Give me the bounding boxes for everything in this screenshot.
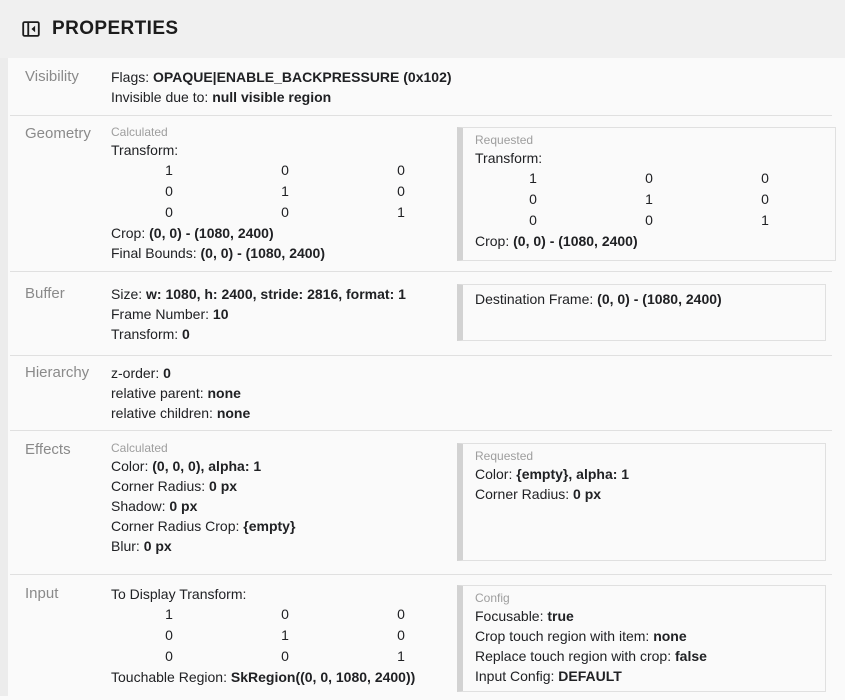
matrix-cell: 0: [645, 170, 653, 186]
property-frame-number: Frame Number: 10: [111, 306, 229, 322]
matrix-cell: 0: [281, 162, 289, 178]
matrix-cell: 1: [397, 648, 405, 664]
page-title: PROPERTIES: [52, 18, 179, 39]
property-corner-radius-crop: Corner Radius Crop: {empty}: [111, 518, 296, 534]
property-blur: Blur: 0 px: [111, 538, 172, 554]
matrix-cell: 1: [281, 627, 289, 643]
section-label-effects: Effects: [25, 441, 71, 458]
matrix-cell: 0: [645, 212, 653, 228]
collapse-panel-icon: [20, 18, 42, 40]
matrix-cell: 0: [165, 627, 173, 643]
property-crop: Crop: (0, 0) - (1080, 2400): [475, 233, 638, 249]
matrix-cell: 0: [165, 648, 173, 664]
group-label-config: Config: [475, 591, 510, 605]
section-buffer: [0, 272, 845, 355]
matrix-cell: 1: [165, 162, 173, 178]
matrix-cell: 1: [761, 212, 769, 228]
group-label-calculated: Calculated: [111, 441, 168, 455]
matrix-cell: 0: [761, 170, 769, 186]
property-crop: Crop: (0, 0) - (1080, 2400): [111, 225, 274, 241]
matrix-cell: 0: [397, 627, 405, 643]
matrix-cell: 0: [397, 606, 405, 622]
group-label-requested: Requested: [475, 133, 534, 147]
property-replace-touch-region: Replace touch region with crop: false: [475, 648, 707, 664]
matrix-cell: 0: [529, 212, 537, 228]
matrix-cell: 0: [761, 191, 769, 207]
section-geometry: [0, 116, 845, 271]
panel-left-gutter: [0, 58, 8, 696]
property-invisible-due-to: Invisible due to: null visible region: [111, 89, 332, 105]
matrix-cell: 0: [281, 648, 289, 664]
section-label-input: Input: [25, 585, 59, 602]
transform-matrix: [111, 160, 457, 223]
group-label-requested: Requested: [475, 449, 534, 463]
section-label-hierarchy: Hierarchy: [25, 364, 90, 381]
section-input: [0, 575, 845, 700]
property-crop-touch-region: Crop touch region with item: none: [475, 628, 687, 644]
requested-geometry-box: [457, 127, 836, 261]
requested-effects-box: [457, 443, 826, 561]
destination-frame-box: [457, 284, 826, 341]
property-flags: Flags: OPAQUE|ENABLE_BACKPRESSURE (0x102): [111, 69, 452, 85]
collapse-properties-button[interactable]: [19, 17, 43, 41]
input-config-box: [457, 585, 826, 692]
property-to-display-transform: To Display Transform:: [111, 586, 247, 602]
matrix-cell: 1: [165, 606, 173, 622]
property-input-config: Input Config: DEFAULT: [475, 668, 622, 684]
properties-panel-header: [0, 0, 845, 58]
matrix-cell: 0: [165, 204, 173, 220]
matrix-cell: 0: [281, 204, 289, 220]
transform-matrix: [111, 604, 457, 667]
property-relative-parent: relative parent: none: [111, 385, 241, 401]
matrix-cell: 1: [397, 204, 405, 220]
property-z-order: z-order: 0: [111, 365, 171, 381]
property-corner-radius: Corner Radius: 0 px: [111, 478, 238, 494]
property-destination-frame: Destination Frame: (0, 0) - (1080, 2400): [475, 291, 722, 307]
property-relative-children: relative children: none: [111, 405, 251, 421]
matrix-cell: 1: [281, 183, 289, 199]
matrix-cell: 1: [645, 191, 653, 207]
property-touchable-region: Touchable Region: SkRegion((0, 0, 1080, 2400)): [111, 669, 416, 685]
property-final-bounds: Final Bounds: (0, 0) - (1080, 2400): [111, 245, 326, 261]
section-effects: [0, 431, 845, 574]
matrix-cell: 0: [397, 183, 405, 199]
section-label-buffer: Buffer: [25, 285, 65, 302]
matrix-cell: 0: [165, 183, 173, 199]
property-corner-radius: Corner Radius: 0 px: [475, 486, 602, 502]
property-color: Color: (0, 0, 0), alpha: 1: [111, 458, 262, 474]
group-label-calculated: Calculated: [111, 125, 168, 139]
section-label-visibility: Visibility: [25, 68, 79, 85]
matrix-cell: 0: [281, 606, 289, 622]
property-shadow: Shadow: 0 px: [111, 498, 198, 514]
property-transform: Transform:: [111, 142, 179, 158]
property-transform: Transform:: [475, 150, 543, 166]
section-visibility: [0, 58, 845, 115]
section-hierarchy: [0, 356, 845, 430]
property-size: Size: w: 1080, h: 2400, stride: 2816, format: 1: [111, 286, 406, 302]
matrix-cell: 0: [397, 162, 405, 178]
property-focusable: Focusable: true: [475, 608, 574, 624]
property-transform: Transform: 0: [111, 326, 190, 342]
property-color: Color: {empty}, alpha: 1: [475, 466, 630, 482]
matrix-cell: 0: [529, 191, 537, 207]
section-label-geometry: Geometry: [25, 125, 91, 142]
transform-matrix: [475, 168, 823, 231]
matrix-cell: 1: [529, 170, 537, 186]
